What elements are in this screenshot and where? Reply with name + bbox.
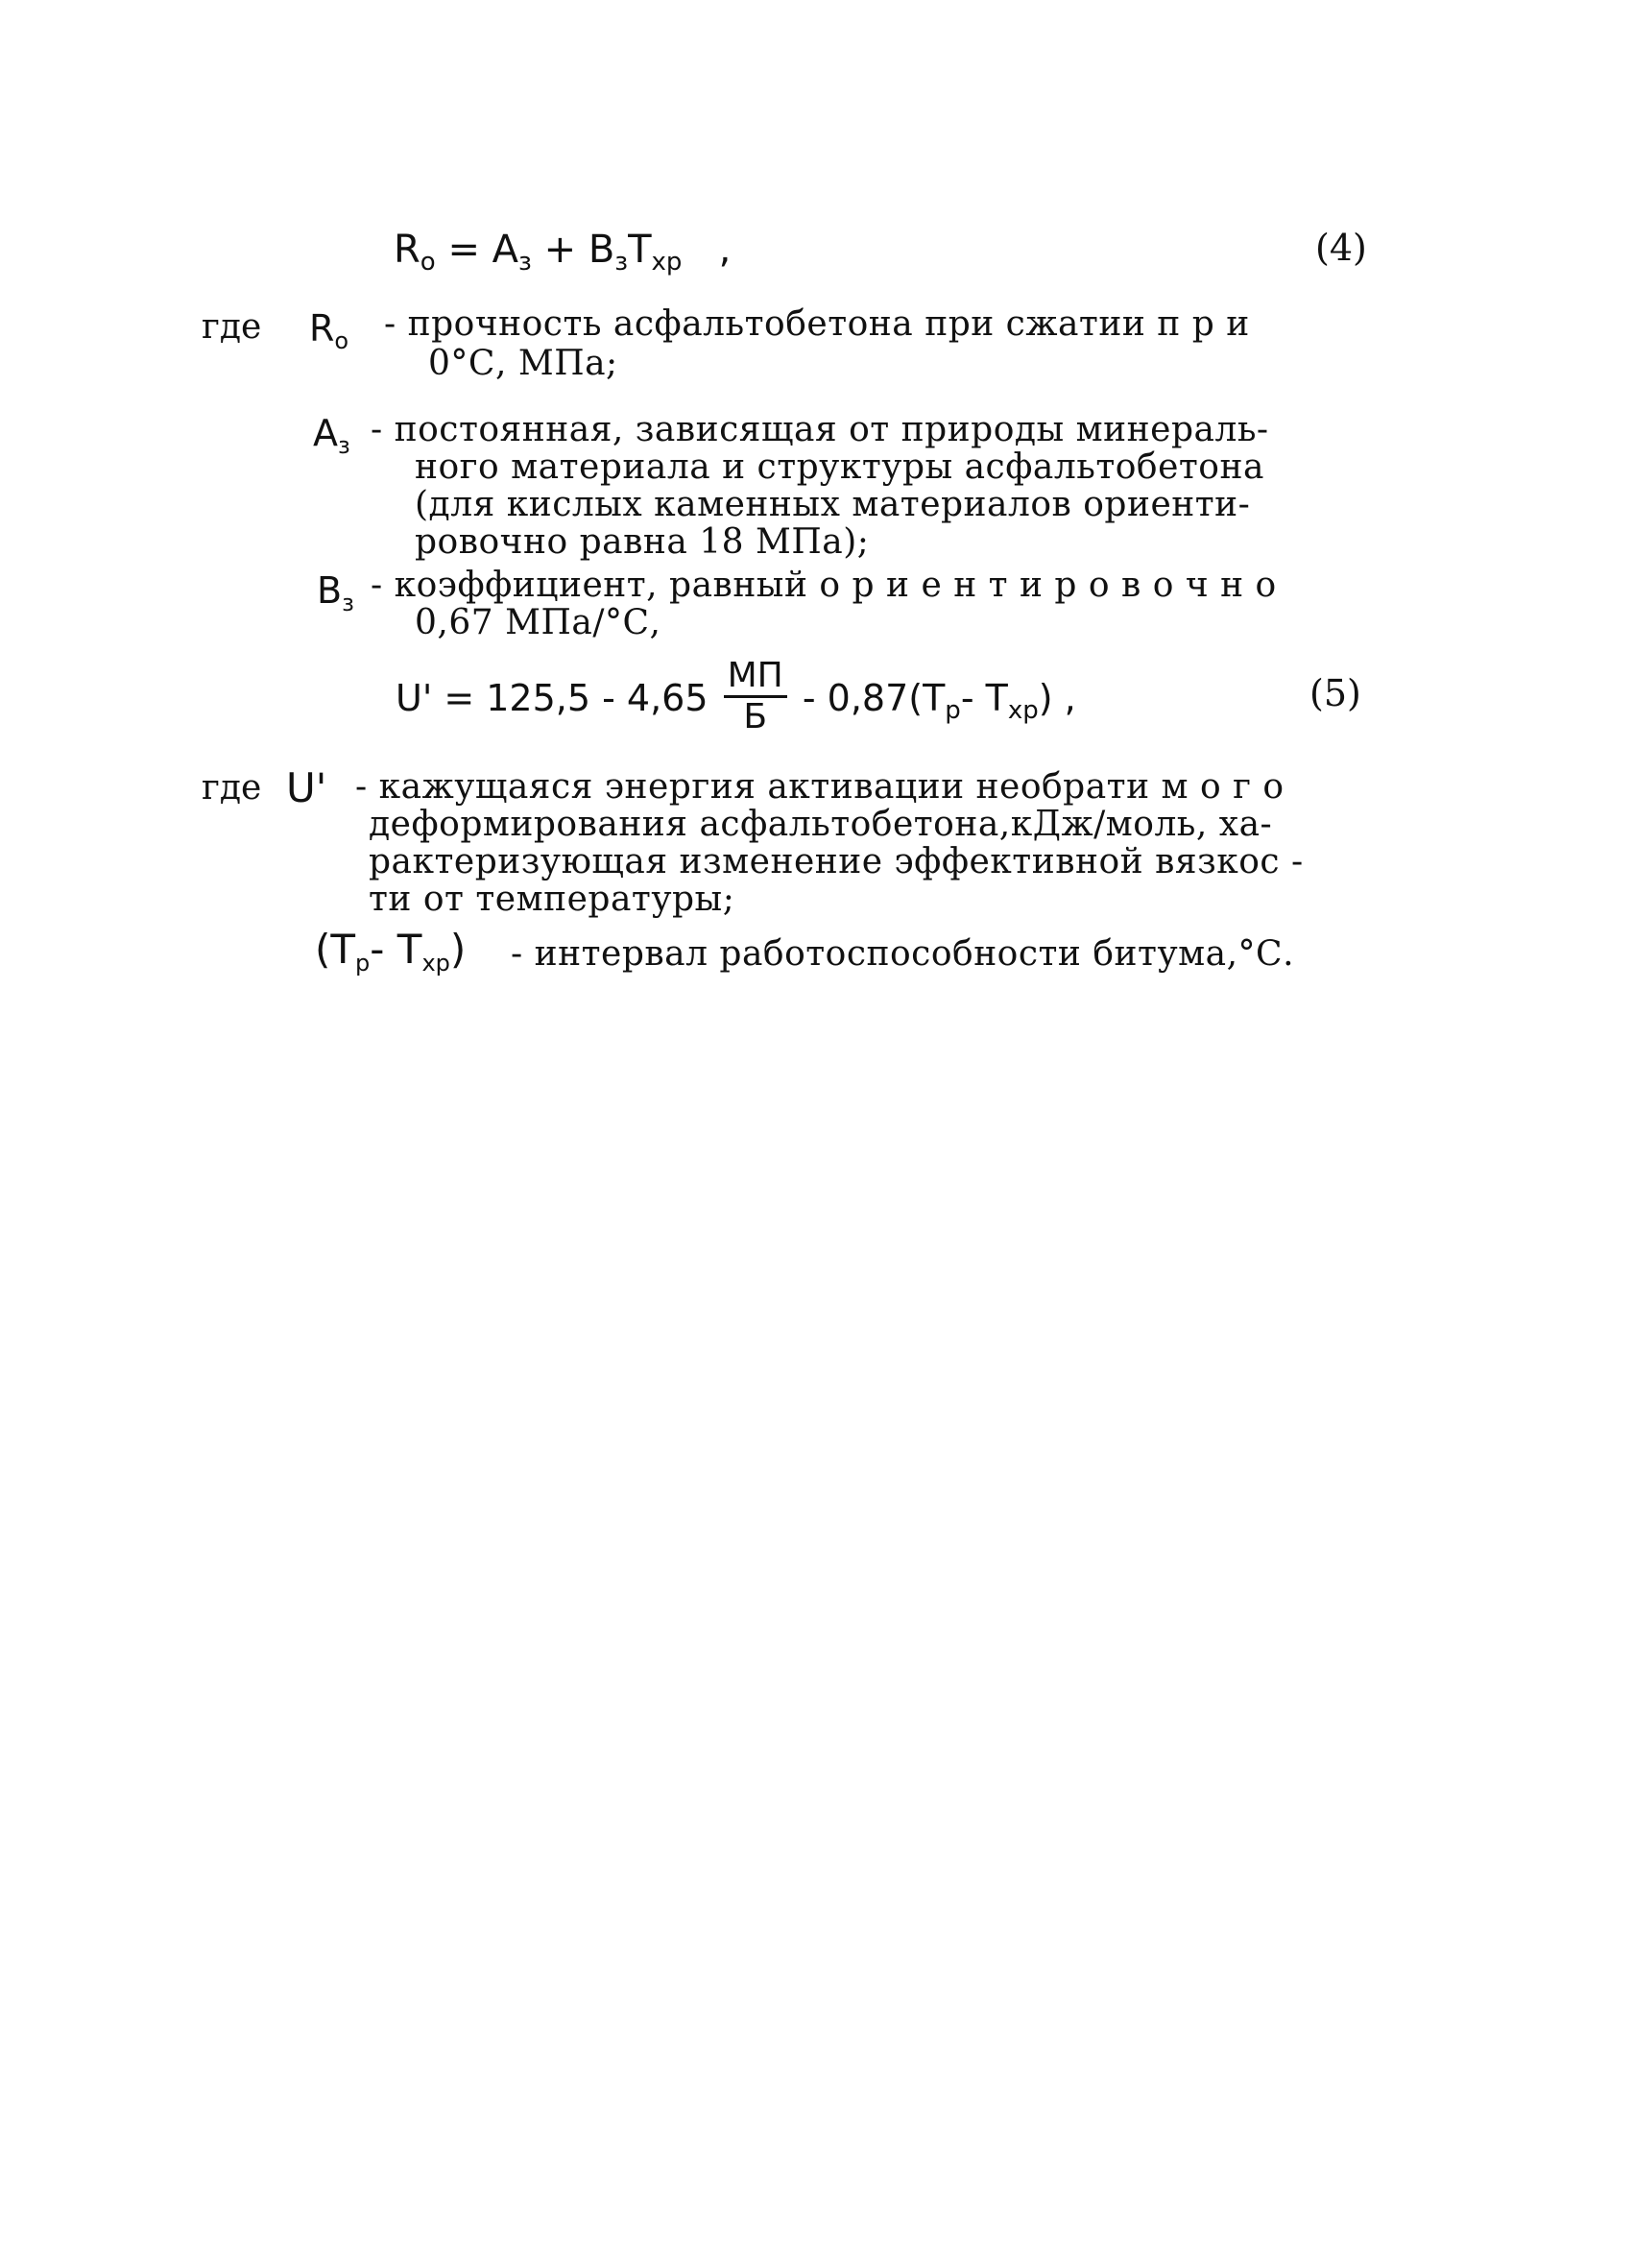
symbol-r0-letter: R [309, 307, 335, 350]
definition-a3-line: - постоянная, зависящая от природы минераль- [371, 410, 1269, 449]
symbol-interval-tp-sub: p [355, 950, 371, 977]
formula-5-lhs: U' = 125,5 - 4,65 [396, 677, 708, 719]
symbol-b3 [317, 569, 354, 616]
formula-4-r-sub: o [420, 248, 436, 277]
equation-number-5: (5) [1309, 672, 1361, 714]
formula-4-eq: = [447, 228, 480, 272]
where-label-4: где [202, 307, 262, 347]
definition-u-line: ти от температуры; [369, 880, 735, 919]
formula-5-minus: - T [960, 677, 1008, 719]
formula-5-tp-sub: p [945, 696, 961, 725]
formula-5-tail: ) , [1038, 677, 1076, 719]
formula-4-b: B [588, 228, 615, 272]
definition-a3-line: ровочно равна 18 МПа); [415, 522, 870, 562]
equation-number-4: (4) [1315, 227, 1367, 269]
symbol-interval-minus: - T [370, 926, 422, 973]
formula-5-txp-sub: xp [1007, 696, 1039, 725]
where-label-5: где [202, 768, 262, 808]
symbol-b3-letter: B [317, 569, 343, 612]
symbol-interval-txp-sub: xp [421, 950, 450, 977]
formula-5-fraction-denominator: Б [743, 697, 768, 736]
definition-u-line: деформирования асфальтобетона,кДж/моль, ха- [369, 805, 1273, 844]
symbol-a3-sub: з [338, 432, 350, 459]
formula-5 [396, 656, 1076, 738]
definition-u-line: - кажущаяся энергия активации необрати м о г о [355, 767, 1285, 807]
symbol-b3-sub: з [342, 590, 354, 616]
definition-a3-line: ного материала и структуры асфальтобетона [415, 447, 1264, 487]
symbol-interval-open: (T [315, 926, 356, 973]
formula-5-fraction-numerator: МП [724, 659, 787, 698]
formula-4-plus: + [543, 228, 577, 272]
formula-4-t-sub: xp [651, 248, 683, 277]
definition-b3-line: - коэффициент, равный о р и е н т и р о в о ч н о [371, 566, 1277, 605]
symbol-a3-letter: A [313, 412, 338, 454]
definition-a3 [371, 411, 1269, 561]
symbol-a3 [313, 412, 350, 459]
definition-u-line: рактеризующая изменение эффективной вязкос - [369, 842, 1304, 881]
formula-4-r: R [394, 228, 420, 272]
symbol-u: U' [286, 764, 327, 811]
symbol-interval [315, 926, 467, 977]
formula-4 [394, 228, 732, 277]
symbol-r0-sub: o [334, 327, 349, 354]
definition-b3 [371, 567, 1277, 641]
definition-b3-line: 0,67 МПа/°С, [415, 603, 661, 642]
definition-u [355, 768, 1304, 918]
formula-5-fraction [724, 656, 787, 736]
formula-4-t: T [628, 228, 652, 272]
symbol-interval-close: ) [449, 926, 467, 973]
formula-4-a-sub: з [518, 248, 532, 277]
definition-r0 [384, 305, 1250, 382]
formula-4-b-sub: з [614, 248, 629, 277]
formula-4-a: A [492, 228, 519, 272]
symbol-r0 [309, 307, 349, 354]
formula-4-tail: , [718, 228, 732, 272]
definition-a3-line: (для кислых каменных материалов ориенти- [415, 485, 1251, 524]
definition-interval: - интервал работоспособности битума,°С. [511, 934, 1295, 974]
formula-5-mid: - 0,87(T [802, 677, 946, 719]
definition-r0-line: 0°С, МПа; [428, 344, 618, 383]
definition-r0-line: - прочность асфальтобетона при сжатии п р и [384, 304, 1250, 344]
